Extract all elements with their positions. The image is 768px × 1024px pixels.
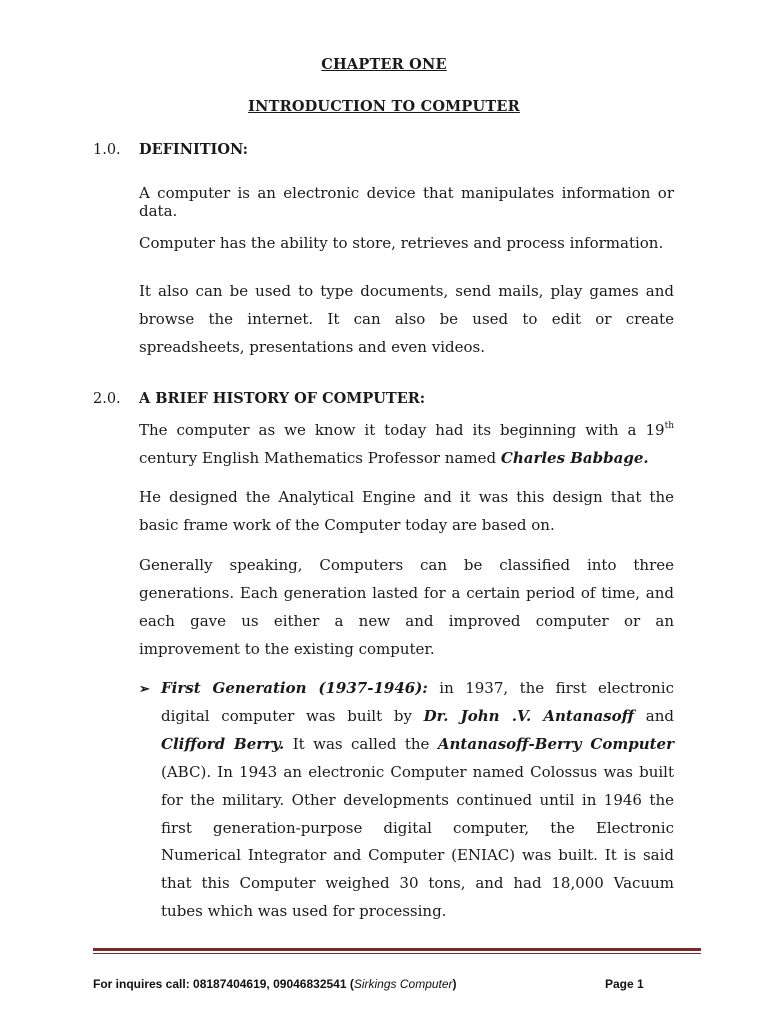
definition-paragraph-3: It also can be used to type documents, send mails, play games and browse the internet. It can also be used to edit or create spreadsheets, presentations and even videos. [139,282,674,356]
ordinal-superscript: th [664,421,674,431]
footer-rule-thin [93,953,701,954]
name-charles-babbage: Charles Babbage. [500,449,649,467]
section-heading-history [93,390,425,407]
chapter-title: CHAPTER ONE [321,56,447,73]
section-title: A BRIEF HISTORY OF COMPUTER: [139,390,426,407]
section-number: 1.0. [93,142,121,158]
footer-contact: For inquires call: 08187404619, 09046832541 (Sirkings Computer) [93,977,457,991]
section-heading-definition [93,141,248,158]
section-number: 2.0. [93,391,121,407]
history-paragraph-2: He designed the Analytical Engine and it was this design that the basic frame work of the Computer today are based on. [139,488,674,534]
name-antanasoff: Dr. John .V. Antanasoff [423,706,635,725]
bullet-label: First Generation (1937-1946): [161,679,428,697]
footer-company: Sirkings Computer [353,977,453,991]
definition-paragraph-2: Computer has the ability to store, retrieves and process information. [139,234,664,252]
bullet-first-generation: First Generation (1937-1946): in 1937, the first electronic digital computer was built by Dr. John .V. Antanasoff and Clifford Berry. It was called the Antanasoff-Berry Computer (ABC). In 1943 an electronic Computer named Colossus was built for the military. Other developments continued until in 1946 the first generation-purpose digital computer, the Electronic Numerical Integrator and Computer (ENIAC) was built. It is said that this Computer weighed 30 tons, and had 18,000 Vacuum tubes which was used for processing. [161,679,675,921]
definition-paragraph-1: A computer is an electronic device that manipulates information or data. [139,184,674,220]
name-clifford-berry: Clifford Berry. [161,734,285,753]
section-title: DEFINITION: [139,141,249,158]
name-abc-computer: Antanasoff-Berry Computer [437,734,674,753]
history-paragraph-3: Generally speaking, Computers can be classified into three generations. Each generation lasted for a certain period of time, and each gave us either a new and improved computer or an improvement to the existing computer. [139,556,674,658]
chapter-subtitle: INTRODUCTION TO COMPUTER [248,98,520,115]
page-number: Page 1 [605,977,644,991]
arrow-bullet-icon: ➢ [139,682,150,697]
footer-rule-thick [93,948,701,951]
history-paragraph-1: The computer as we know it today had its beginning with a 19th century English Mathematics Professor named Charles Babbage. [139,421,674,467]
